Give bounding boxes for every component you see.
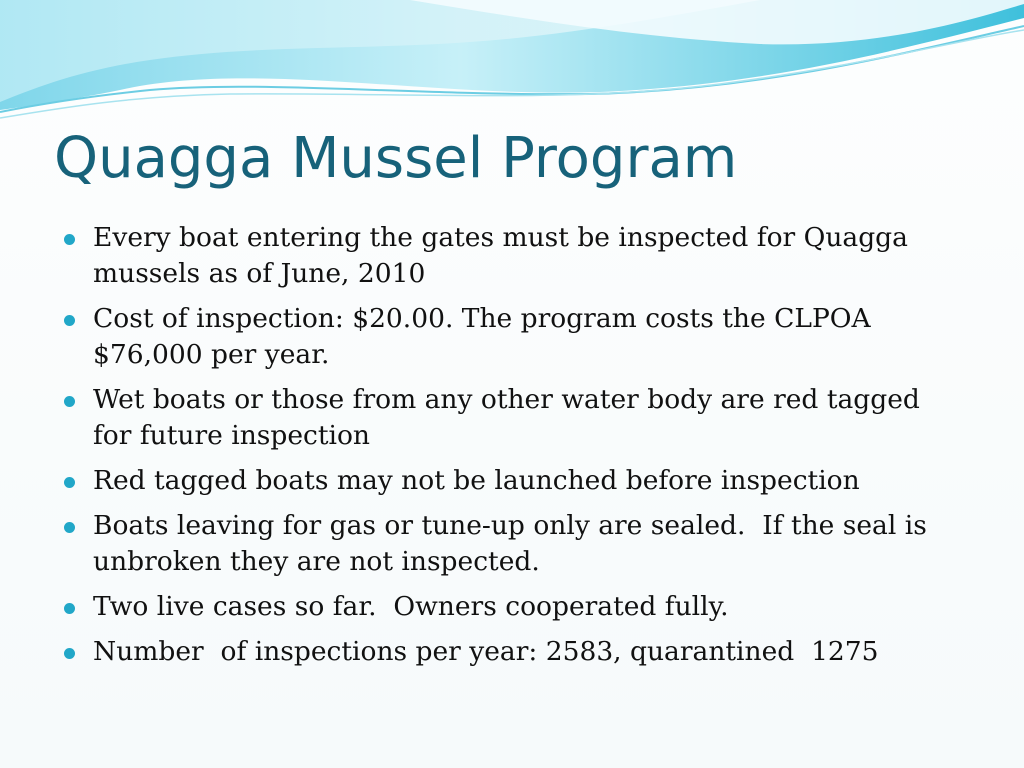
- bullet-text: Cost of inspection: $20.00. The program costs the CLPOA $76,000 per year.: [93, 303, 880, 370]
- wave-header-decoration: [0, 0, 1024, 130]
- bullet-dot-icon: [64, 315, 75, 326]
- bullet-text: Every boat entering the gates must be inspected for Quagga mussels as of June, 2010: [93, 222, 917, 289]
- bullet-dot-icon: [64, 396, 75, 407]
- bullet-item: [64, 301, 964, 373]
- bullet-dot-icon: [64, 648, 75, 659]
- bullet-text: Wet boats or those from any other water body are red tagged for future inspection: [93, 384, 929, 451]
- bullet-list: [64, 220, 964, 679]
- bullet-item: [64, 382, 964, 454]
- bullet-item: [64, 220, 964, 292]
- bullet-text: Boats leaving for gas or tune-up only are sealed. If the seal is unbroken they are not inspected.: [93, 510, 936, 577]
- bullet-dot-icon: [64, 234, 75, 245]
- bullet-item: [64, 634, 964, 670]
- bullet-item: [64, 589, 964, 625]
- bullet-item: [64, 508, 964, 580]
- bullet-item: [64, 463, 964, 499]
- bullet-dot-icon: [64, 477, 75, 488]
- bullet-text: Red tagged boats may not be launched before inspection: [93, 465, 860, 496]
- bullet-text: Number of inspections per year: 2583, quarantined 1275: [93, 636, 879, 667]
- bullet-text: Two live cases so far. Owners cooperated fully.: [93, 591, 729, 622]
- bullet-dot-icon: [64, 603, 75, 614]
- slide-title: Quagga Mussel Program: [54, 126, 738, 191]
- bullet-dot-icon: [64, 522, 75, 533]
